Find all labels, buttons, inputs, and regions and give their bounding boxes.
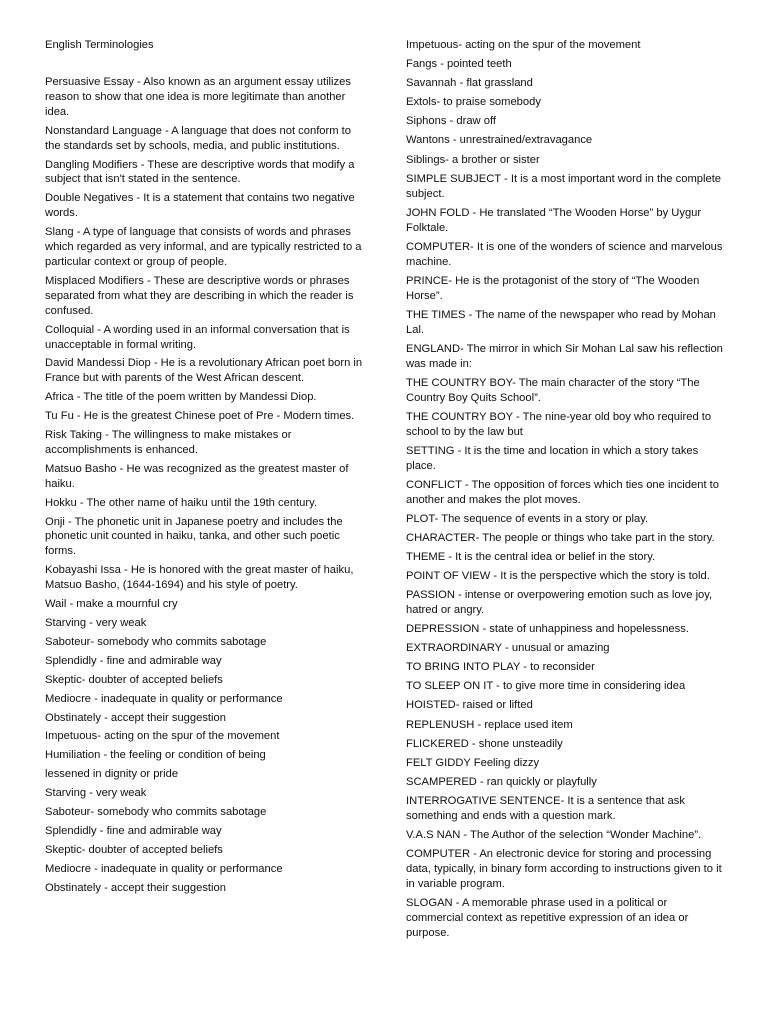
term-entry: THE TIMES - The name of the newspaper who read by Mohan Lal.: [406, 308, 716, 336]
term-entry: PASSION - intense or overpowering emotion such as love joy, hatred or angry.: [406, 589, 713, 616]
term-entry: Siblings- a brother or sister: [406, 153, 540, 166]
term-entry: Obstinately - accept their suggestion: [45, 881, 226, 894]
term-entry: THE COUNTRY BOY - The nine-year old boy who required to school to by the law but: [406, 410, 712, 438]
term-entry: THEME - It is the central idea or belief in the story.: [406, 550, 656, 563]
term-entry: Slang - A type of language that consists of words and phrases which regarded as very informal, and are typically restricted to a particular context or group of people.: [45, 226, 362, 268]
term-entry: TO BRING INTO PLAY - to reconsider: [406, 661, 595, 674]
term-entry: Skeptic- doubter of accepted beliefs: [45, 673, 223, 686]
term-entry: PLOT- The sequence of events in a story or play.: [406, 512, 649, 525]
left-entries: [45, 75, 367, 896]
term-entry: Dangling Modifiers - These are descriptive words that modify a subject that isn't stated in the sentence.: [45, 158, 355, 186]
term-entry: Mediocre - inadequate in quality or performance: [45, 862, 283, 875]
term-entry: CHARACTER- The people or things who take part in the story.: [406, 531, 715, 544]
term-entry: Splendidly - fine and admirable way: [45, 824, 222, 837]
term-entry: Fangs - pointed teeth: [406, 58, 512, 71]
term-entry: Saboteur- somebody who commits sabotage: [45, 806, 267, 819]
term-entry: INTERROGATIVE SENTENCE- It is a sentence that ask something and ends with a question mark.: [406, 794, 685, 822]
term-entry: lessened in dignity or pride: [45, 768, 179, 781]
term-entry: Risk Taking - The willingness to make mistakes or accomplishments is enhanced.: [45, 429, 292, 456]
term-entry: Tu Fu - He is the greatest Chinese poet of Pre - Modern times.: [45, 410, 355, 423]
term-entry: Matsuo Basho - He was recognized as the greatest master of haiku.: [45, 462, 349, 490]
term-entry: V.A.S NAN - The Author of the selection “Wonder Machine”.: [406, 828, 702, 841]
term-entry: David Mandessi Diop - He is a revolutionary African poet born in France but with parents of the West African descent.: [45, 357, 363, 385]
term-entry: Nonstandard Language - A language that does not conform to the standards set by schools, media, and public institutions.: [45, 124, 352, 152]
left-column: [45, 38, 367, 900]
term-entry: HOISTED- raised or lifted: [406, 699, 533, 712]
term-entry: Wantons - unrestrained/extravagance: [406, 134, 593, 147]
term-entry: COMPUTER - An electronic device for storing and processing data, typically, in binary form according to instructions given to it in variable program.: [406, 847, 722, 890]
term-entry: SIMPLE SUBJECT - It is a most important word in the complete subject.: [406, 172, 722, 200]
term-entry: TO SLEEP ON IT - to give more time in considering idea: [406, 680, 686, 693]
term-entry: Savannah - flat grassland: [406, 77, 533, 90]
term-entry: Mediocre - inadequate in quality or performance: [45, 692, 283, 705]
term-entry: Double Negatives - It is a statement that contains two negative words.: [45, 192, 355, 220]
term-entry: SCAMPERED - ran quickly or playfully: [406, 775, 597, 788]
term-entry: Extols- to praise somebody: [406, 96, 541, 109]
term-entry: REPLENUSH - replace used item: [406, 718, 573, 731]
term-entry: Persuasive Essay - Also known as an argument essay utilizes reason to show that one idea is more legitimate than another idea.: [45, 76, 351, 118]
term-entry: DEPRESSION - state of unhappiness and hopelessness.: [406, 623, 689, 636]
term-entry: Siphons - draw off: [406, 115, 496, 128]
term-entry: Hokku - The other name of haiku until the 19th century.: [45, 496, 317, 509]
term-entry: Humiliation - the feeling or condition of being: [45, 749, 266, 762]
term-entry: Obstinately - accept their suggestion: [45, 711, 226, 724]
term-entry: POINT OF VIEW - It is the perspective which the story is told.: [406, 569, 710, 582]
term-entry: Colloquial - A wording used in an informal conversation that is unacceptable in formal writing.: [45, 323, 350, 351]
term-entry: Africa - The title of the poem written by Mandessi Diop.: [45, 391, 317, 404]
term-entry: PRINCE- He is the protagonist of the story of “The Wooden Horse”.: [406, 274, 700, 302]
term-entry: Impetuous- acting on the spur of the movement: [406, 39, 641, 51]
term-entry: EXTRAORDINARY - unusual or amazing: [406, 642, 610, 655]
term-entry: FLICKERED - shone unsteadily: [406, 737, 563, 750]
right-entries: [406, 38, 724, 941]
term-entry: THE COUNTRY BOY- The main character of the story “The Country Boy Quits School”.: [406, 376, 700, 404]
term-entry: Onji - The phonetic unit in Japanese poetry and includes the phonetic unit counted in haiku, tanka, and other such poetic forms.: [45, 515, 343, 558]
term-entry: ENGLAND- The mirror in which Sir Mohan Lal saw his reflection was made in:: [406, 342, 723, 370]
term-entry: FELT GIDDY Feeling dizzy: [406, 756, 540, 769]
term-entry: Starving - very weak: [45, 617, 147, 629]
term-entry: Starving - very weak: [45, 787, 147, 800]
term-entry: COMPUTER- It is one of the wonders of science and marvelous machine.: [406, 240, 723, 268]
right-column: [406, 38, 724, 945]
document-title: English Terminologies: [45, 39, 154, 51]
term-entry: Saboteur- somebody who commits sabotage: [45, 635, 267, 648]
term-entry: CONFLICT - The opposition of forces which ties one incident to another and makes the plot moves.: [406, 478, 719, 506]
term-entry: Kobayashi Issa - He is honored with the great master of haiku, Matsuo Basho, (1644-1694) and his style of poetry.: [45, 564, 354, 592]
term-entry: SLOGAN - A memorable phrase used in a political or commercial context as repetitive expression of an idea or purpose.: [406, 896, 689, 939]
term-entry: Misplaced Modifiers - These are descriptive words or phrases separated from what they are describing in which the reader is confused.: [45, 274, 354, 317]
term-entry: SETTING - It is the time and location in which a story takes place.: [406, 444, 699, 472]
term-entry: Skeptic- doubter of accepted beliefs: [45, 843, 223, 856]
term-entry: JOHN FOLD - He translated “The Wooden Horse” by Uygur Folktale.: [406, 206, 702, 234]
term-entry: Wail - make a mournful cry: [45, 598, 178, 611]
term-entry: Splendidly - fine and admirable way: [45, 654, 222, 667]
term-entry: Impetuous- acting on the spur of the movement: [45, 730, 280, 743]
